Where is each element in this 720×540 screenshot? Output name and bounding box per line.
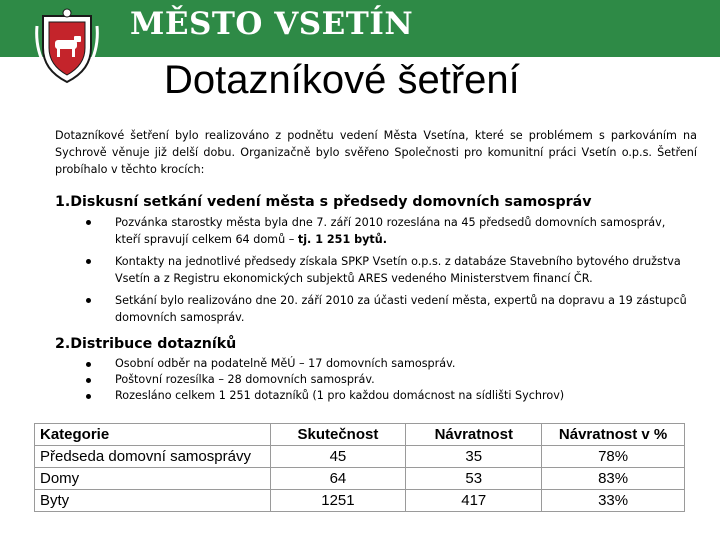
list-item-emphasis: tj. 1 251 bytů. — [297, 233, 387, 246]
city-crest-logo — [35, 8, 99, 86]
list-item: Poštovní rozesílka – 28 domovních samospráv. — [82, 372, 692, 388]
section-1-list — [82, 214, 692, 331]
table-row — [35, 490, 685, 512]
response-rate-table — [34, 423, 685, 512]
table-cell: Předseda domovní samosprávy — [35, 446, 271, 468]
table-cell: Byty — [35, 490, 271, 512]
table-row — [35, 468, 685, 490]
table-row — [35, 446, 685, 468]
list-item-text: Pozvánka starostky města byla dne 7. září 2010 rozeslána na 45 předsedů domovních samospráv, kteří spravují celkem 64 domů – — [115, 216, 666, 246]
list-item — [82, 253, 692, 287]
table-header-row — [35, 424, 685, 446]
column-header-return-rate: Návratnost v % — [542, 424, 685, 446]
column-header-actual: Skutečnost — [270, 424, 406, 446]
table-cell: Domy — [35, 468, 271, 490]
list-item-text: Setkání bylo realizováno dne 20. září 2010 za účasti vedení města, expertů na dopravu a 19 zástupců domovních samospráv. — [115, 294, 687, 324]
page-title: Dotazníkové šetření — [164, 58, 520, 102]
table-cell: 1251 — [270, 490, 406, 512]
list-item: Osobní odběr na podatelně MěÚ – 17 domovních samospráv. — [82, 356, 692, 372]
table-cell: 53 — [406, 468, 542, 490]
brand-title: MĚSTO VSETÍN — [130, 6, 414, 42]
list-item — [82, 292, 692, 326]
list-item: Rozesláno celkem 1 251 dotazníků (1 pro každou domácnost na sídlišti Sychrov) — [82, 388, 692, 404]
table-cell: 417 — [406, 490, 542, 512]
table-cell: 83% — [542, 468, 685, 490]
table-cell: 45 — [270, 446, 406, 468]
column-header-returns: Návratnost — [406, 424, 542, 446]
column-header-category: Kategorie — [35, 424, 271, 446]
section-2-list — [82, 356, 692, 404]
intro-paragraph: Dotazníkové šetření bylo realizováno z podnětu vedení Města Vsetína, které se problémem s parkováním na Sychrově věnuje již delší dobu. Organizačně bylo svěřeno Společnosti pro komunitní práci Vsetín o.p.s. Šetření probíhalo v těchto krocích: — [55, 129, 697, 176]
table-cell: 35 — [406, 446, 542, 468]
list-item — [82, 214, 692, 248]
table-cell: 64 — [270, 468, 406, 490]
table-cell: 33% — [542, 490, 685, 512]
section-1-heading: 1.Diskusní setkání vedení města s předsedy domovních samospráv — [55, 194, 592, 210]
table-cell: 78% — [542, 446, 685, 468]
section-2-heading: 2.Distribuce dotazníků — [55, 336, 237, 352]
list-item-text: Kontakty na jednotlivé předsedy získala SPKP Vsetín o.p.s. z databáze Stavebního bytového družstva Vsetín a z Registru ekonomických subjektů ARES vedeného Ministerstvem financí ČR. — [115, 255, 681, 285]
